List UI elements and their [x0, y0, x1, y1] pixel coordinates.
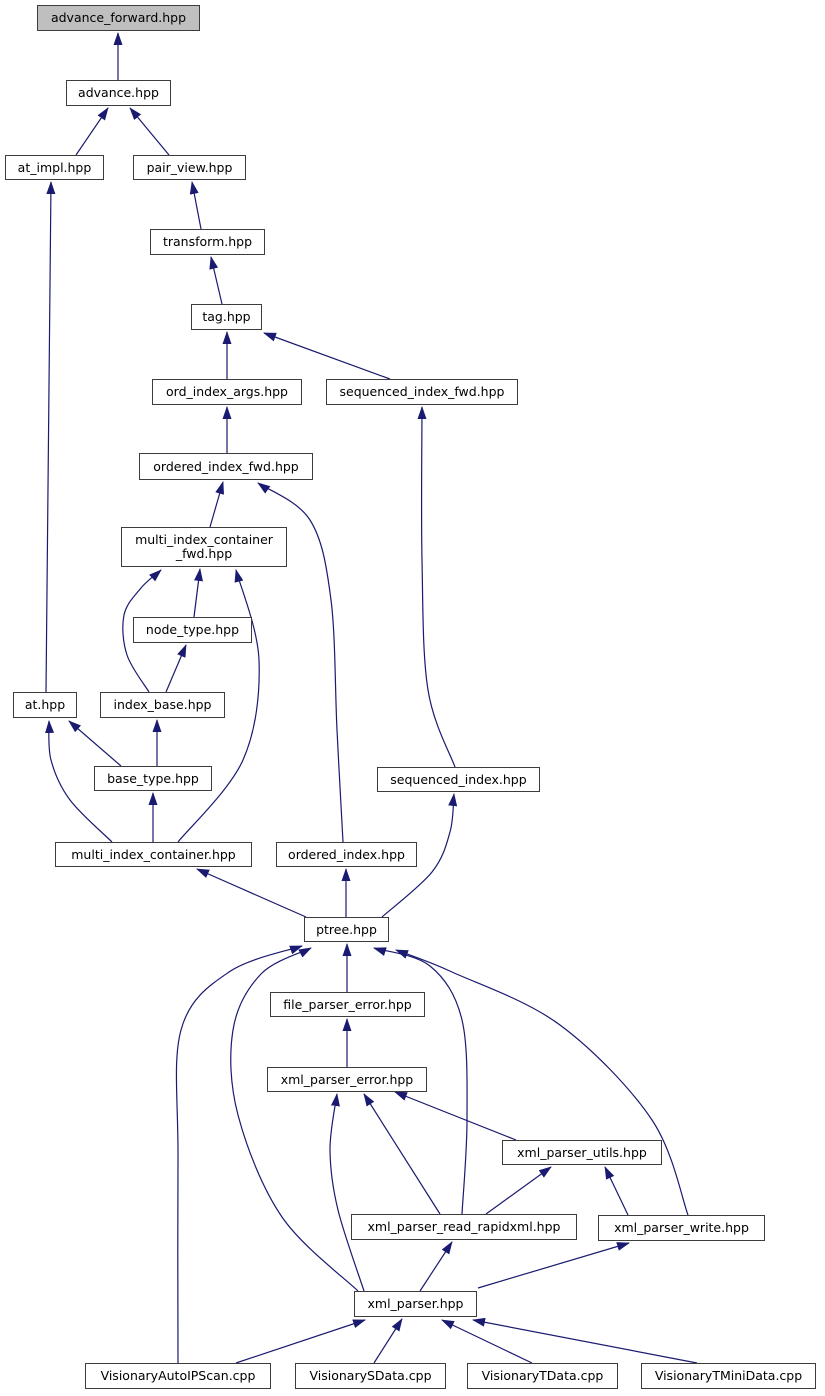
node-label: ordered_index_fwd.hpp [153, 458, 299, 474]
node-VisionaryAutoIPScan[interactable] [85, 1363, 271, 1389]
node-VisionaryTData[interactable] [467, 1363, 618, 1389]
node-index_base[interactable] [100, 692, 225, 718]
node-label: node_type.hpp [145, 622, 240, 637]
node-transform[interactable] [150, 229, 265, 255]
node-sequenced_index[interactable] [377, 767, 540, 792]
node-label: advance_forward.hpp [50, 10, 187, 25]
node-tag[interactable] [191, 304, 262, 330]
node-label: VisionaryTData.cpp [481, 1368, 604, 1383]
node-xml_parser_utils[interactable] [502, 1140, 662, 1165]
node-multi_index_container[interactable] [55, 842, 252, 867]
node-label: xml_parser_utils.hpp [517, 1144, 647, 1160]
node-VisionarySData[interactable] [295, 1363, 446, 1389]
node-file_parser_error[interactable] [270, 992, 425, 1017]
node-label: VisionarySData.cpp [309, 1368, 432, 1383]
edge-xml_parser-to-xml_parser_read_rapidxml [420, 1242, 452, 1291]
node-label: at.hpp [24, 697, 66, 712]
node-label: advance.hpp [78, 85, 159, 100]
edge-xml_parser-to-xml_parser_write [478, 1243, 629, 1288]
node-label: sequenced_index_fwd.hpp [339, 384, 505, 399]
node-pair_view[interactable] [133, 155, 246, 180]
edge-multi_index_container_fwd-to-ordered_index_fwd [210, 482, 223, 527]
node-label: transform.hpp [162, 234, 253, 249]
edge-base_type-to-at [69, 721, 121, 766]
node-node_type[interactable] [133, 617, 252, 643]
edge-sequenced_index-to-sequenced_index_fwd [422, 407, 455, 767]
edge-VisionaryTMiniData-to-xml_parser [473, 1320, 697, 1363]
node-label: multi_index_container.hpp [71, 846, 236, 862]
node-VisionaryTMiniData[interactable] [641, 1363, 816, 1389]
node-ordered_index[interactable] [276, 842, 417, 867]
edge-VisionaryTData-to-xml_parser [442, 1320, 532, 1363]
node-xml_parser[interactable] [354, 1291, 477, 1317]
edge-transform-to-pair_view [192, 182, 201, 229]
edge-VisionaryAutoIPScan-to-xml_parser [236, 1320, 365, 1363]
edge-xml_parser_read_rapidxml-to-xml_parser_error [364, 1094, 440, 1214]
node-multi_index_container_fwd[interactable] [121, 527, 287, 567]
node-sequenced_index_fwd[interactable] [326, 379, 518, 405]
edge-xml_parser_read_rapidxml-to-xml_parser_utils [486, 1167, 551, 1214]
node-base_type[interactable] [94, 766, 212, 791]
node-label: VisionaryAutoIPScan.cpp [100, 1368, 256, 1383]
edge-VisionarySData-to-xml_parser [374, 1319, 402, 1363]
node-label: ptree.hpp [316, 921, 377, 937]
node-label: _fwd.hpp [175, 546, 233, 561]
edge-xml_parser_utils-to-xml_parser_error [395, 1092, 516, 1140]
edge-ptree-to-multi_index_container [197, 869, 306, 917]
node-label: at_impl.hpp [17, 159, 92, 175]
edge-xml_parser-to-xml_parser_error [330, 1094, 364, 1291]
node-label: ordered_index.hpp [288, 846, 405, 862]
node-advance[interactable] [66, 80, 171, 106]
node-label: xml_parser_error.hpp [280, 1071, 414, 1087]
edge-index_base-to-node_type [166, 645, 186, 692]
edge-sequenced_index_fwd-to-tag [264, 333, 390, 379]
node-label: xml_parser.hpp [367, 1296, 464, 1311]
node-xml_parser_write[interactable] [598, 1215, 765, 1241]
node-xml_parser_read_rapidxml[interactable] [351, 1214, 577, 1240]
node-label: ord_index_args.hpp [166, 384, 288, 399]
node-label: xml_parser_write.hpp [614, 1220, 749, 1235]
node-at[interactable] [13, 692, 77, 718]
node-advance_forward[interactable] [37, 5, 200, 31]
node-label: xml_parser_read_rapidxml.hpp [367, 1219, 561, 1234]
node-ord_index_args[interactable] [152, 379, 302, 405]
edge-xml_parser_write-to-xml_parser_utils [605, 1167, 628, 1215]
edge-xml_parser_write-to-ptree [396, 950, 688, 1215]
node-xml_parser_error[interactable] [267, 1067, 427, 1092]
node-label: pair_view.hpp [146, 159, 233, 175]
edge-pair_view-to-advance [130, 108, 169, 155]
node-label: multi_index_container [135, 532, 273, 547]
node-label: file_parser_error.hpp [283, 996, 412, 1012]
node-label: base_type.hpp [107, 770, 199, 786]
node-label: sequenced_index.hpp [390, 771, 527, 787]
edge-node_type-to-multi_index_container_fwd [194, 569, 200, 617]
node-label: tag.hpp [202, 309, 251, 324]
node-at_impl[interactable] [5, 155, 104, 180]
node-label: index_base.hpp [113, 697, 212, 712]
node-ptree[interactable] [304, 917, 389, 942]
edge-at-to-at_impl [46, 182, 51, 692]
node-ordered_index_fwd[interactable] [139, 453, 313, 480]
edge-at_impl-to-advance [76, 108, 108, 155]
edge-tag-to-transform [211, 257, 222, 304]
node-label: VisionaryTMiniData.cpp [654, 1368, 803, 1383]
